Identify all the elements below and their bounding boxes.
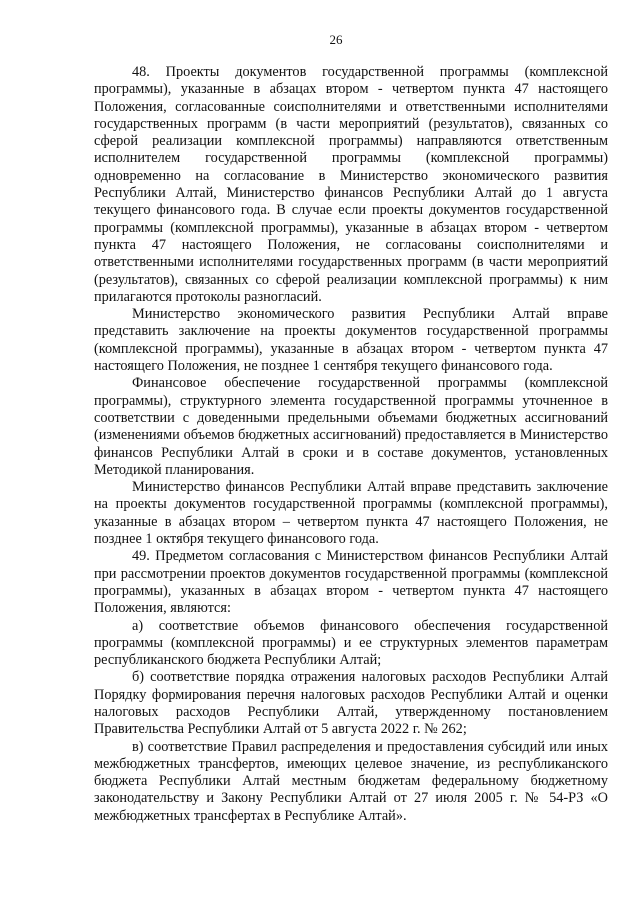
list-item-b: б) соответствие порядка отражения налоговых расходов Республики Алтай Порядку формирования перечня налоговых расходов Республики Алтай и оценки налоговых расходов Республики Алтай, утвержденному постановлением Правительства Республики Алтай от 5 августа 2022 г. № 262;	[94, 669, 608, 738]
list-item-a: а) соответствие объемов финансового обеспечения государственной программы (комплексной программы) и ее структурных элементов параметрам республиканского бюджета Республики Алтай;	[94, 617, 608, 669]
page-number: 26	[329, 32, 343, 47]
paragraph-ministry-finance: Министерство финансов Республики Алтай вправе представить заключение на проекты документов государственной программы (комплексной программы), указанные в абзацах втором – четвертом пункта 47 настоящего Положения, не позднее 1 октября текущего финансового года.	[94, 479, 608, 548]
paragraph-ministry-economy: Министерство экономического развития Республики Алтай вправе представить заключение на проекты документов государственной программы (комплексной программы), указанные в абзацах втором - четвертом пункта 47 настоящего Положения, не позднее 1 сентября текущего финансового года.	[94, 306, 608, 375]
paragraph-48: 48. Проекты документов государственной программы (комплексной программы), указанные в абзацах втором - четвертом пункта 47 настоящего Положения, согласованные соисполнителями и ответственными исполнителями государственных программ (в части мероприятий (результатов), связанных со сферой реализации комплексной программы) направляются ответственным исполнителем государственной программы (комплексной программы) одновременно на согласование в Министерство экономического развития Республики Алтай, Министерство финансов Республики Алтай до 1 августа текущего финансового года. В случае если проекты документов государственной программы (комплексной программы), указанные в абзацах втором - четвертом пункта 47 настоящего Положения, не согласованы соисполнителями и ответственными исполнителями государственных программ (в части мероприятий (результатов), связанных со сферой реализации комплексной программы) к ним прилагаются протоколы разногласий.	[94, 64, 608, 305]
paragraph-financial-support: Финансовое обеспечение государственной программы (комплексной программы), структурного элемента государственной программы уточненное в соответствии с доведенными предельными объемами бюджетных ассигнований (изменениями объемов бюджетных ассигнований) предоставляется в Министерство финансов Республики Алтай в сроки и в составе документов, установленных Методикой планирования.	[94, 375, 608, 478]
paragraph-49: 49. Предметом согласования с Министерством финансов Республики Алтай при рассмотрении проектов документов государственной программы (комплексной программы), указанных в абзацах втором - четвертом пункта 47 настоящего Положения, являются:	[94, 548, 608, 617]
list-item-v: в) соответствие Правил распределения и предоставления субсидий или иных межбюджетных трансфертов, имеющих целевое значение, из республиканского бюджета Республики Алтай местным бюджетам федеральному бюджетному законодательству и Закону Республики Алтай от 27 июля 2005 г. № 54-РЗ «О межбюджетных трансфертах в Республике Алтай».	[94, 738, 608, 824]
